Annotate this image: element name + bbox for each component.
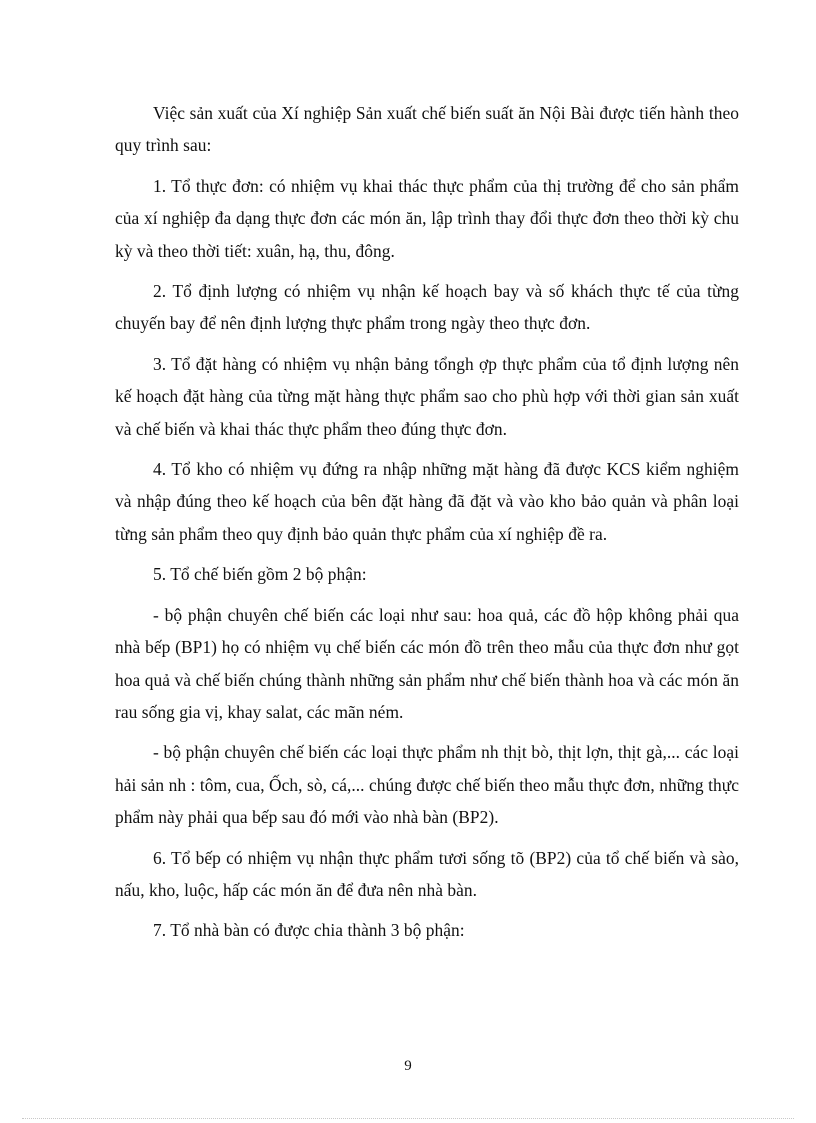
- paragraph-warehouse-team: 4. Tổ kho có nhiệm vụ đứng ra nhập những mặt hàng đã được KCS kiểm nghiệm và nhập đúng theo kế hoạch của bên đặt hàng đã đặt và vào kho bảo quản và phân loại từng sản phẩm theo quy định bảo quản thực phẩm của xí nghiệp đề ra.: [115, 459, 739, 544]
- paragraph-kitchen-team: 6. Tổ bếp có nhiệm vụ nhận thực phẩm tươi sống tõ (BP2) của tổ chế biến và sào, nấu, kho, luộc, hấp các món ăn để đưa nên nhà bàn.: [115, 847, 739, 900]
- page-bottom-border: [22, 1118, 794, 1119]
- paragraph-menu-team: 1. Tổ thực đơn: có nhiệm vụ khai thác thực phẩm của thị trường để cho sản phẩm của xí nghiệp đa dạng thực đơn các món ăn, lập trình thay đổi thực đơn theo thời kỳ chu kỳ và theo thời tiết: xuân, hạ, thu, đông.: [115, 175, 739, 261]
- paragraph-processing-team: 5. Tổ chế biến gồm 2 bộ phận:: [153, 564, 367, 585]
- paragraph-quantity-team: 2. Tổ định lượng có nhiệm vụ nhận kế hoạch bay và số khách thực tế của từng chuyến bay để nên định lượng thực phẩm trong ngày theo thực đơn.: [115, 281, 739, 334]
- paragraph-serving-team: 7. Tổ nhà bàn có được chia thành 3 bộ phận:: [153, 920, 465, 941]
- paragraph-processing-bp1: - bộ phận chuyên chế biến các loại như sau: hoa quả, các đồ hộp không phải qua nhà bếp (BP1) họ có nhiệm vụ chế biến các món đồ trên theo mẫu của thực đơn như gọt hoa quả và chế biến chúng thành những sản phẩm như chế biến thành hoa và các món ăn rau sống gia vị, khay salat, các mãn ném.: [115, 604, 739, 722]
- paragraph-intro: Việc sản xuất của Xí nghiệp Sản xuất chế biến suất ăn Nội Bài được tiến hành theo quy trình sau:: [115, 103, 739, 156]
- document-body: [115, 97, 739, 955]
- paragraph-processing-bp2: - bộ phận chuyên chế biến các loại thực phẩm nh thịt bò, thịt lợn, thịt gà,... các loại hải sản nh : tôm, cua, Ốch, sò, cá,... chúng được chế biến theo mẫu thực đơn, những thực phẩm này phải qua bếp sau đó mới vào nhà bàn (BP2).: [115, 742, 739, 828]
- paragraph-ordering-team: 3. Tổ đặt hàng có nhiệm vụ nhận bảng tổngh ợp thực phẩm của tổ định lượng nên kế hoạch đặt hàng của từng mặt hàng thực phẩm sao cho phù hợp với thời gian sản xuất và chế biến và khai thác thực phẩm theo đúng thực đơn.: [115, 353, 739, 439]
- page-number: 9: [404, 1058, 412, 1074]
